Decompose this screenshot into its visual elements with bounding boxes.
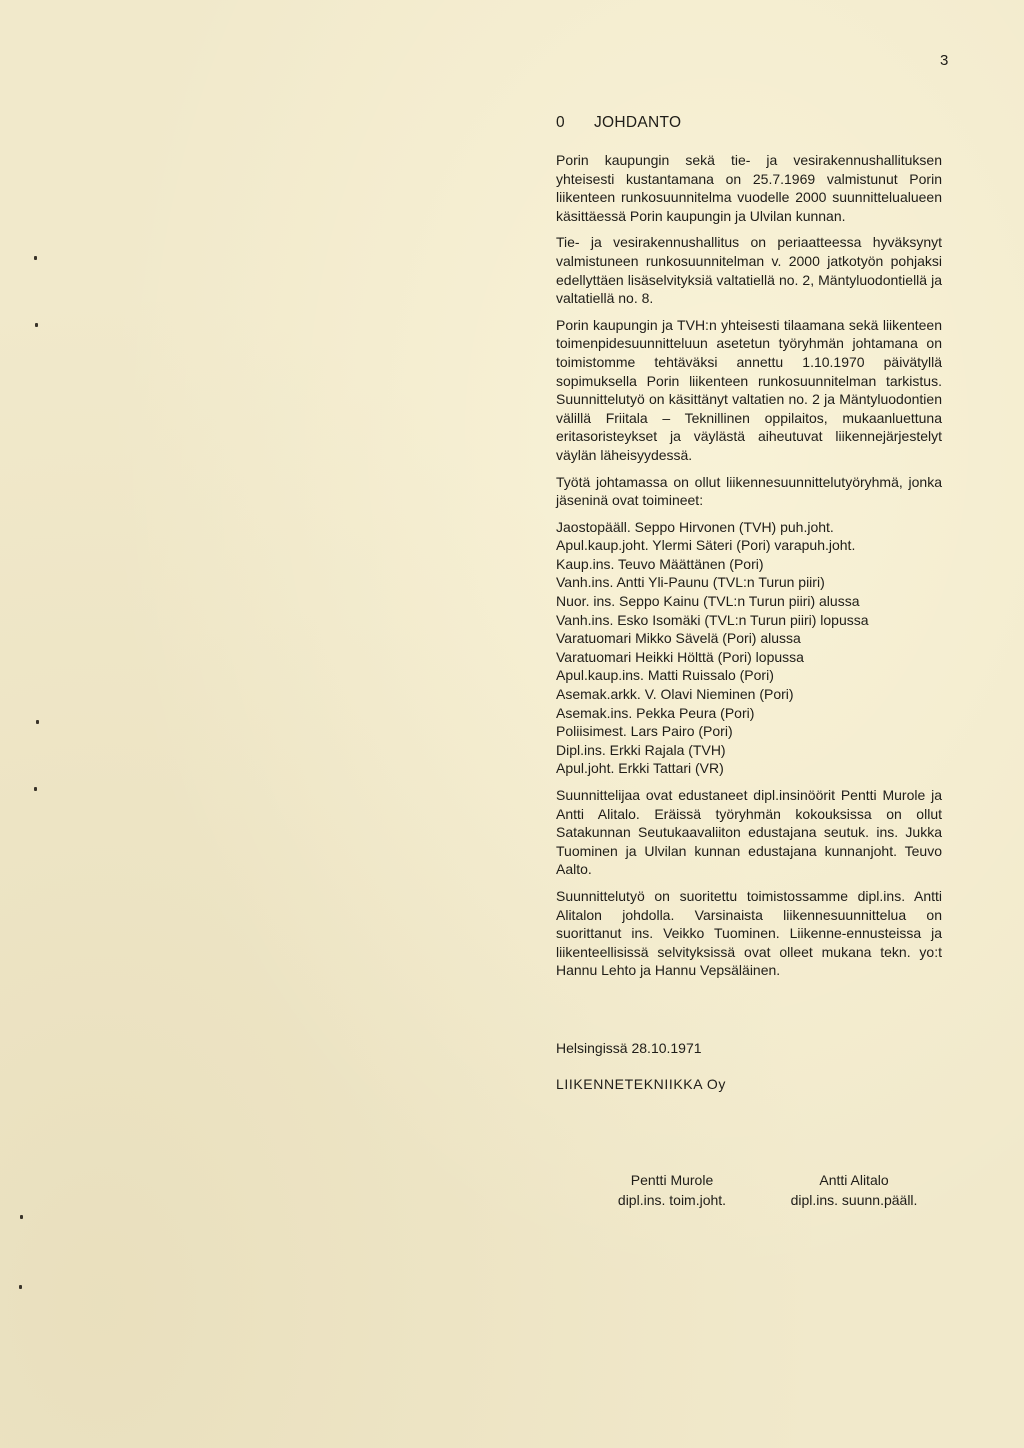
section-title: JOHDANTO bbox=[594, 114, 682, 131]
list-item: Kaup.ins. Teuvo Määttänen (Pori) bbox=[556, 555, 764, 572]
paragraph: Suunnittelijaa ovat edustaneet dipl.insinöörit Pentti Murole ja Antti Alitalo. Eräissä työryhmän kokouksissa on ollut Satakunnan Seutukaavaliiton edustajana seutuk. ins. Jukka Tuominen ja Ulvilan kunnan edustajana kunnanjoht. Teuvo Aalto. bbox=[556, 787, 942, 878]
signer-title: dipl.ins. toim.joht. bbox=[617, 1192, 727, 1208]
list-item: Apul.kaup.joht. Ylermi Säteri (Pori) varapuh.joht. bbox=[556, 537, 856, 554]
scan-speck bbox=[19, 1285, 22, 1289]
section-number: 0 bbox=[556, 114, 565, 131]
signer-title: dipl.ins. suunn.pääll. bbox=[790, 1192, 918, 1208]
scan-speck bbox=[35, 323, 38, 327]
list-item: Varatuomari Heikki Hölttä (Pori) lopussa bbox=[556, 648, 804, 665]
list-item: Varatuomari Mikko Sävelä (Pori) alussa bbox=[556, 630, 801, 647]
list-item: Vanh.ins. Esko Isomäki (TVL:n Turun piiri) lopussa bbox=[556, 611, 869, 628]
body-text bbox=[556, 151, 942, 988]
list-item: Poliisimest. Lars Pairo (Pori) bbox=[556, 723, 733, 740]
company-name: LIIKENNETEKNIIKKA Oy bbox=[556, 1076, 726, 1092]
paragraph: Tie- ja vesirakennushallitus on periaatteessa hyväksynyt valmistuneen runkosuunnitelman v. 2000 jatkotyön pohjaksi edellyttäen lisäselvityksiä valtatiellä no. 2, Mäntyluodontiellä ja valtatiellä no. 8. bbox=[556, 234, 942, 307]
scan-speck bbox=[20, 1215, 23, 1219]
place-and-date: Helsingissä 28.10.1971 bbox=[556, 1040, 702, 1056]
list-item: Dipl.ins. Erkki Rajala (TVH) bbox=[556, 741, 726, 758]
list-item: Apul.joht. Erkki Tattari (VR) bbox=[556, 760, 724, 777]
signer-name: Antti Alitalo bbox=[819, 1172, 889, 1188]
paragraph: Porin kaupungin ja TVH:n yhteisesti tilaamana sekä liikenteen toimenpidesuunnitteluun asetetun työryhmän johtamana on toimistomme tehtäväksi annettu 1.10.1970 päivätyllä sopimuksella Porin liikenteen runkosuunnitelman tarkistus. Suunnittelutyö on käsittänyt valtatien no. 2 ja Mäntyluodontien välillä Friitala – Teknillinen oppilaitos, mukaanluettuna eritasoristeykset ja väylästä aiheutuvat liikennejärjestelyt väylän läheisyydessä. bbox=[556, 316, 942, 463]
scan-speck bbox=[36, 720, 39, 724]
paragraph: Työtä johtamassa on ollut liikennesuunnittelutyöryhmä, jonka jäseninä ovat toimineet: bbox=[556, 473, 942, 509]
signature-block bbox=[780, 1170, 928, 1210]
list-item: Nuor. ins. Seppo Kainu (TVL:n Turun piiri) alussa bbox=[556, 593, 860, 610]
list-item: Vanh.ins. Antti Yli-Paunu (TVL:n Turun piiri) bbox=[556, 574, 825, 591]
scan-speck bbox=[34, 256, 37, 260]
member-list bbox=[556, 518, 942, 778]
signer-name: Pentti Murole bbox=[630, 1172, 714, 1188]
section-heading bbox=[556, 114, 681, 132]
list-item: Asemak.arkk. V. Olavi Nieminen (Pori) bbox=[556, 686, 794, 703]
signature-block bbox=[612, 1170, 732, 1210]
list-item: Asemak.ins. Pekka Peura (Pori) bbox=[556, 704, 755, 721]
paragraph: Suunnittelutyö on suoritettu toimistossamme dipl.ins. Antti Alitalon johdolla. Varsinaista liikennesuunnittelua on suorittanut ins. Veikko Tuominen. Liikenne-ennusteissa ja liikenteellisissä selvityksissä ovat olleet mukana tekn. yo:t Hannu Lehto ja Hannu Vepsäläinen. bbox=[556, 887, 942, 979]
scan-speck bbox=[34, 787, 37, 791]
page-number: 3 bbox=[940, 52, 949, 69]
list-item: Jaostopääll. Seppo Hirvonen (TVH) puh.joht. bbox=[556, 518, 834, 535]
list-item: Apul.kaup.ins. Matti Ruissalo (Pori) bbox=[556, 667, 774, 684]
paragraph: Porin kaupungin sekä tie- ja vesirakennushallituksen yhteisesti kustantamana on 25.7.1969 valmistunut Porin liikenteen runkosuunnitelma vuodelle 2000 suunnittelualueen käsittäessä Porin kaupungin ja Ulvilan kunnan. bbox=[556, 152, 942, 224]
